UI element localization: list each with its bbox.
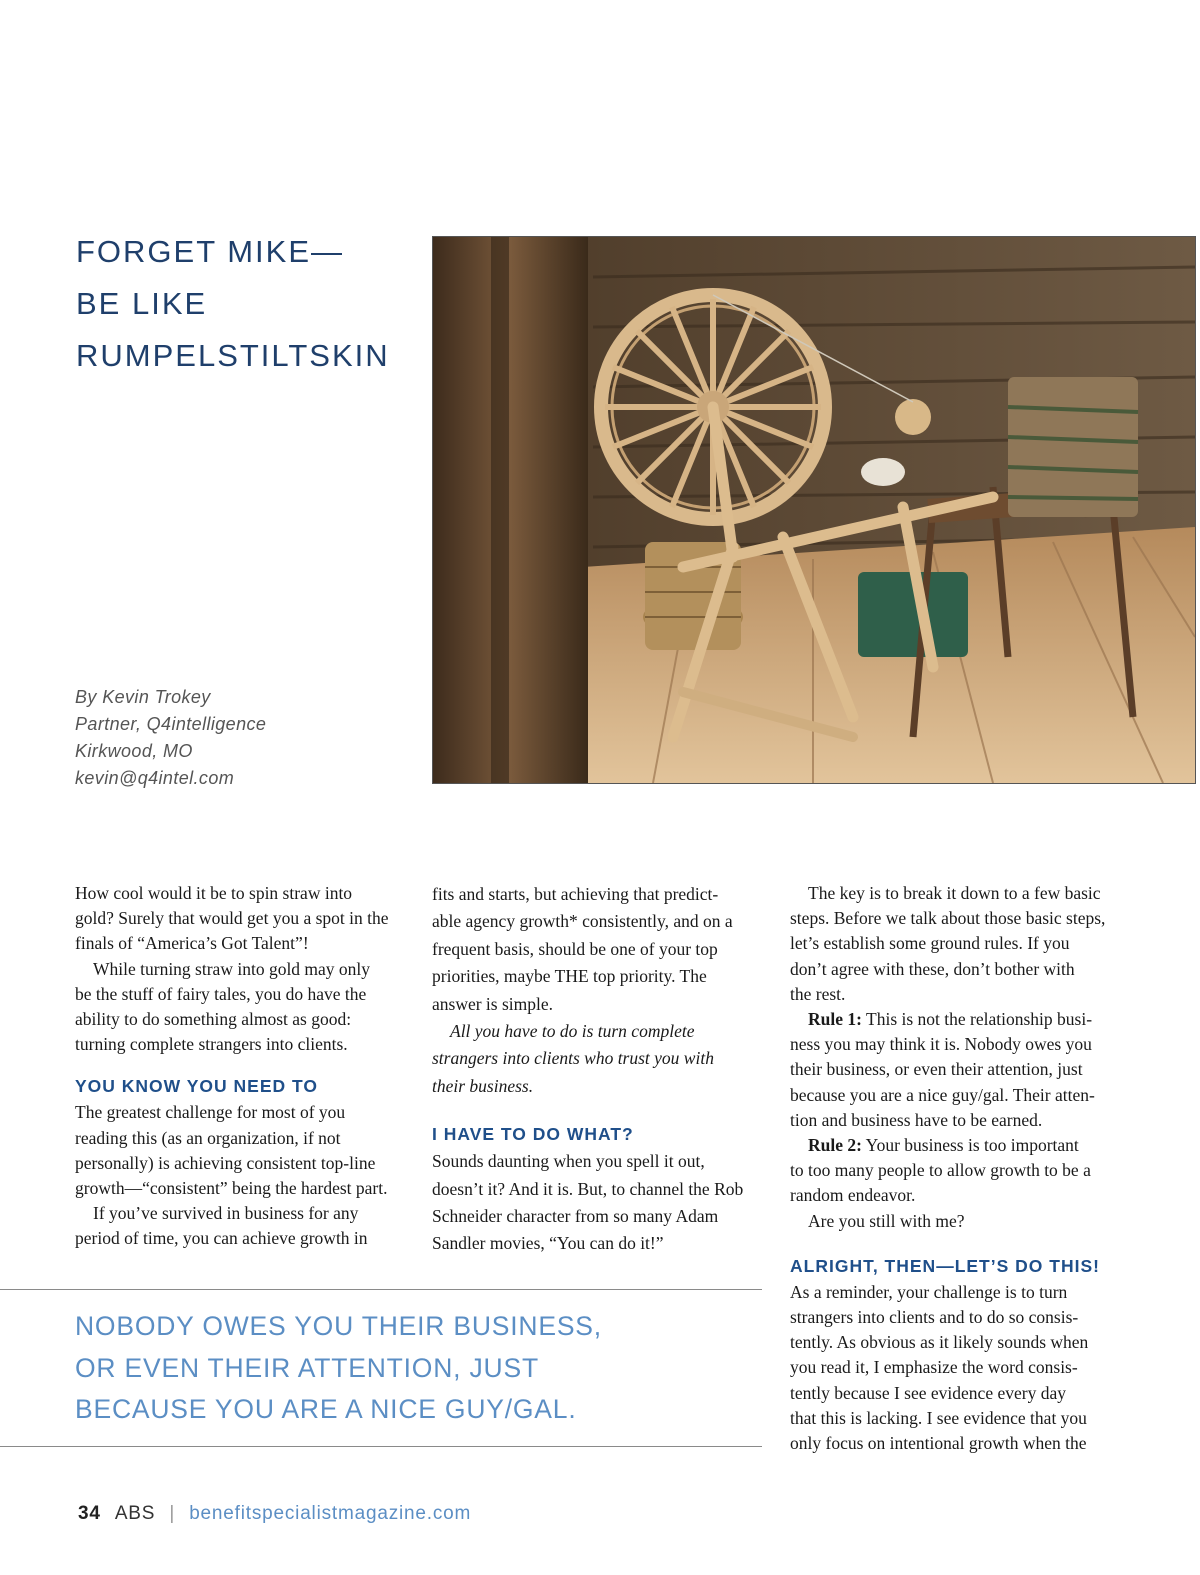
section-heading: ALRIGHT, THEN—LET’S DO THIS! — [790, 1255, 1100, 1276]
text-line: turning complete strangers into clients. — [75, 1034, 348, 1055]
text-line: As a reminder, your challenge is to turn — [790, 1281, 1068, 1302]
text-line: strangers into clients and to do so consis- — [790, 1307, 1079, 1328]
footer-separator: | — [169, 1503, 176, 1524]
text-line: tion and business have to be earned. — [790, 1109, 1043, 1130]
paragraph — [75, 1100, 415, 1201]
text-line: be the stuff of fairy tales, you do have the — [75, 983, 367, 1004]
author-name: By Kevin Trokey — [75, 687, 211, 707]
text-line: doesn’t it? And it is. But, to channel the Rob — [432, 1178, 744, 1199]
text-line: their business. — [432, 1075, 534, 1096]
title-line: RUMPELSTILTSKIN — [76, 338, 390, 373]
article-column-2 — [432, 881, 772, 1258]
text-line: their business, or even their attention, just — [790, 1059, 1083, 1080]
title-line: FORGET MIKE— — [76, 234, 345, 269]
author-role: Partner, Q4intelligence — [75, 714, 267, 734]
text-line: fits and starts, but achieving that predict- — [432, 884, 719, 904]
paragraph — [75, 957, 415, 1058]
section-heading: YOU KNOW YOU NEED TO — [75, 1076, 318, 1097]
article-title — [76, 226, 416, 382]
text-line: Are you still with me? — [808, 1210, 965, 1231]
paragraph — [75, 881, 415, 957]
text-line: random endeavor. — [790, 1185, 916, 1206]
author-email: kevin@q4intel.com — [75, 768, 235, 788]
author-byline — [75, 684, 266, 792]
author-location: Kirkwood, MO — [75, 741, 193, 761]
pull-quote-line: OR EVEN THEIR ATTENTION, JUST — [75, 1352, 539, 1383]
text-line: gold? Surely that would get you a spot in the — [75, 908, 389, 929]
article-column-1 — [75, 881, 415, 1252]
text-line: tently because I see evidence every day — [790, 1382, 1066, 1403]
page-number: 34 — [78, 1503, 101, 1524]
italic-paragraph — [432, 1018, 772, 1100]
text-line: the rest. — [790, 983, 846, 1004]
website-link[interactable]: benefitspecialistmagazine.com — [189, 1503, 472, 1524]
text-line — [790, 1133, 1130, 1158]
text-line: to too many people to allow growth to be a — [790, 1160, 1091, 1181]
paragraph — [790, 881, 1130, 1007]
publication-name: ABS — [114, 1503, 156, 1524]
section-heading: I HAVE TO DO WHAT? — [432, 1124, 634, 1145]
text-line: tently. As obvious as it likely sounds when — [790, 1332, 1089, 1353]
spinning-wheel-illustration — [433, 237, 1195, 783]
pull-quote-top-rule — [0, 1289, 762, 1290]
page-footer — [78, 1503, 471, 1525]
text-line: growth—“consistent” being the hardest part. — [75, 1178, 388, 1199]
text-line: ness you may think it is. Nobody owes you — [790, 1034, 1092, 1055]
article-column-3 — [790, 881, 1130, 1456]
text-line: let’s establish some ground rules. If you — [790, 933, 1070, 954]
text-line — [790, 1007, 1130, 1032]
spinning-wheel-photo — [432, 236, 1196, 784]
text-line: finals of “America’s Got Talent”! — [75, 933, 309, 954]
pull-quote-bottom-rule — [0, 1446, 762, 1447]
text-line: only focus on intentional growth when the — [790, 1433, 1087, 1454]
pull-quote — [75, 1306, 735, 1431]
text-line: The greatest challenge for most of you — [75, 1102, 346, 1123]
text-line: Sounds daunting when you spell it out, — [432, 1151, 705, 1172]
text-line: reading this (as an organization, if not — [75, 1127, 341, 1148]
rule-1-text: This is not the relationship busi- — [861, 1009, 1093, 1030]
paragraph — [790, 1280, 1130, 1456]
text-line: steps. Before we talk about those basic steps, — [790, 908, 1106, 929]
paragraph — [790, 1209, 1130, 1234]
text-line: All you have to do is turn complete — [450, 1021, 695, 1042]
text-line: Schneider character from so many Adam — [432, 1206, 719, 1227]
paragraph — [432, 881, 772, 1018]
text-line: While turning straw into gold may only — [93, 958, 371, 979]
rule-2-paragraph — [790, 1133, 1130, 1209]
text-line: ability to do something almost as good: — [75, 1009, 352, 1030]
text-line: period of time, you can achieve growth in — [75, 1228, 368, 1249]
text-line: you read it, I emphasize the word consis- — [790, 1357, 1078, 1378]
text-line: The key is to break it down to a few basic — [808, 883, 1101, 903]
text-line: because you are a nice guy/gal. Their atten- — [790, 1084, 1095, 1105]
rule-1-label: Rule 1: — [808, 1009, 862, 1030]
text-line: strangers into clients who trust you with — [432, 1048, 714, 1069]
text-line: answer is simple. — [432, 993, 554, 1014]
rule-2-text: Your business is too important — [861, 1135, 1079, 1156]
text-line: Sandler movies, “You can do it!” — [432, 1233, 664, 1254]
pull-quote-line: NOBODY OWES YOU THEIR BUSINESS, — [75, 1311, 602, 1341]
text-line: priorities, maybe THE top priority. The — [432, 966, 707, 987]
text-line: able agency growth* consistently, and on a — [432, 911, 733, 932]
text-line: frequent basis, should be one of your top — [432, 938, 718, 959]
rule-2-label: Rule 2: — [808, 1135, 862, 1156]
text-line: that this is lacking. I see evidence that you — [790, 1407, 1087, 1428]
paragraph — [432, 1148, 772, 1258]
text-line: don’t agree with these, don’t bother with — [790, 958, 1075, 979]
pull-quote-line: BECAUSE YOU ARE A NICE GUY/GAL. — [75, 1394, 577, 1424]
text-line: How cool would it be to spin straw into — [75, 883, 353, 903]
rule-1-paragraph — [790, 1007, 1130, 1133]
text-line: If you’ve survived in business for any — [93, 1203, 359, 1224]
text-line: personally) is achieving consistent top-line — [75, 1152, 376, 1173]
paragraph — [75, 1201, 415, 1251]
title-line: BE LIKE — [76, 286, 208, 321]
